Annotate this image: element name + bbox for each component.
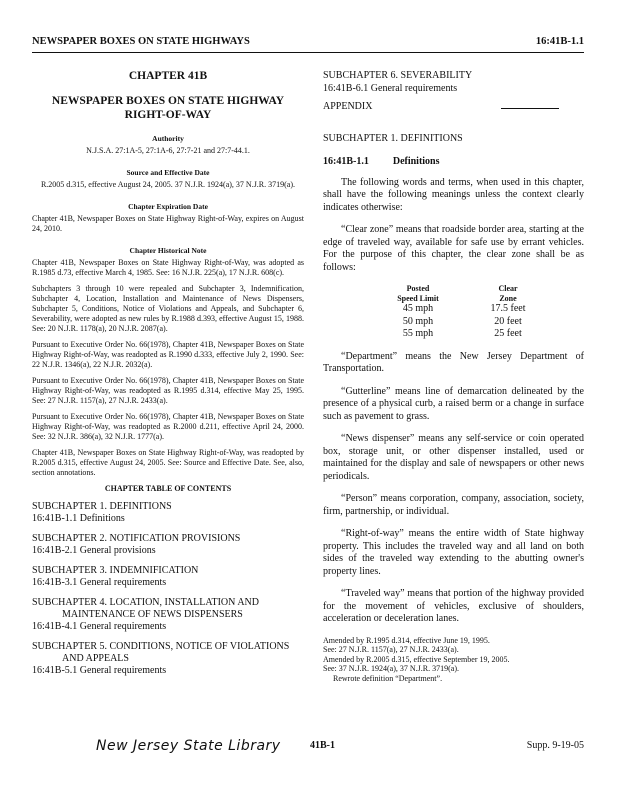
amendment-line: Amended by R.1995 d.314, effective June 19, 1995. <box>323 635 490 645</box>
definition-right-of-way: “Right-of-way” means the entire width of State highway property. This includes the traveled way and all land on both sides of the traveled way extending to the abutting owner's property lines. <box>323 528 584 577</box>
col-header: Speed Limit <box>397 293 439 303</box>
amendment-line: Amended by R.2005 d.315, effective September 19, 2005. <box>323 654 510 664</box>
historical-note: Pursuant to Executive Order No. 66(1978), Chapter 41B, Newspaper Boxes on State Highway Right-of-Way, was readopted as R.1990 d.333, effective July 2, 1990. See: 22 N.J.R. 1346(a), 22 N.J.R. 2032(a). <box>32 340 304 369</box>
toc-subchapter: SUBCHAPTER 2. NOTIFICATION PROVISIONS <box>32 533 241 544</box>
toc-subchapter-cont: AND APPEALS <box>62 653 129 664</box>
definition-gutterline: “Gutterline” means line of demarcation delineated by the presence of a physical curb, a raised berm or a change in surface such as pavement to grass. <box>323 385 584 422</box>
left-column <box>32 70 304 677</box>
table-cell: 20 feet <box>494 315 522 327</box>
toc-section: 16:41B-4.1 General requirements <box>32 621 167 632</box>
chapter-title: NEWSPAPER BOXES ON STATE HIGHWAY RIGHT-OF-WAY <box>51 95 285 121</box>
toc-subchapter: SUBCHAPTER 1. DEFINITIONS <box>32 501 172 512</box>
page-number: 41B-1 <box>310 740 335 751</box>
subchapter-heading: SUBCHAPTER 1. DEFINITIONS <box>323 132 463 144</box>
col-header: Posted <box>406 284 430 293</box>
toc-subchapter: SUBCHAPTER 6. SEVERABILITY <box>323 70 473 81</box>
definition-news-dispenser: “News dispenser” means any self-service or coin operated box, storage unit, or other dispenser installed, used or maintained for the display and sale of newspapers or other news periodicals. <box>323 433 584 482</box>
historical-heading: Chapter Historical Note <box>129 246 207 255</box>
toc-heading: CHAPTER TABLE OF CONTENTS <box>104 484 232 493</box>
source-text: R.2005 d.315, effective August 24, 2005. 37 N.J.R. 1924(a), 37 N.J.R. 3719(a). <box>40 180 296 189</box>
col-header: Clear <box>498 284 518 293</box>
amendment-notes <box>323 636 584 684</box>
historical-note: Subchapters 3 through 10 were repealed and Subchapter 3, Indemnification, Subchapter 4, Location, Installation and Maintenance of News Dispensers, Subchapter 5, Conditions, Notice of Violations and Appeals, and Subchapter 6, Severability, were adopted as new rules by R.1988 d.393, effective August 15, 1988. See: 20 N.J.R. 1178(a), 20 N.J.R. 2087(a). <box>32 284 304 333</box>
historical-note: Pursuant to Executive Order No. 66(1978), Chapter 41B, Newspaper Boxes on State Highway Right-of-Way, was readopted as R.2000 d.211, effective April 24, 2000. See: 32 N.J.R. 386(a), 32 N.J.R. 1777(a). <box>32 412 304 441</box>
divider <box>501 108 559 109</box>
amendment-line: See: 37 N.J.R. 1924(a), 37 N.J.R. 3719(a). <box>323 664 459 673</box>
table-cell: 55 mph <box>402 328 434 339</box>
section-heading <box>323 156 584 167</box>
toc-section: 16:41B-1.1 Definitions <box>32 513 125 524</box>
toc-section: 16:41B-2.1 General provisions <box>32 545 156 556</box>
table-of-contents <box>32 501 304 677</box>
table-row <box>373 316 584 329</box>
toc-subchapter: SUBCHAPTER 3. INDEMNIFICATION <box>32 565 199 576</box>
historical-note: Chapter 41B, Newspaper Boxes on State Highway Right-of-Way, was readopted by R.2005 d.315, effective August 24, 2005. See: Source and Effective Date. See, also, section annotations. <box>32 448 304 477</box>
section-title: Definitions <box>392 155 440 167</box>
page-footer <box>32 738 584 758</box>
toc-section: 16:41B-6.1 General requirements <box>323 82 458 94</box>
toc-section: 16:41B-5.1 General requirements <box>32 665 167 676</box>
table-cell: 50 mph <box>402 315 434 327</box>
authority-heading: Authority <box>152 134 184 143</box>
table-header <box>373 284 584 303</box>
expiration-heading: Chapter Expiration Date <box>128 202 208 211</box>
header-title: NEWSPAPER BOXES ON STATE HIGHWAYS <box>32 36 250 47</box>
amendment-line: Rewrote definition “Department”. <box>333 673 443 683</box>
toc-appendix: APPENDIX <box>323 101 373 112</box>
chapter-number: CHAPTER 41B <box>128 70 208 82</box>
col-header: Zone <box>499 293 517 303</box>
table-row <box>373 328 584 341</box>
definition-department: “Department” means the New Jersey Department of Transportation. <box>323 350 584 374</box>
source-heading: Source and Effective Date <box>126 168 210 177</box>
intro-paragraph: The following words and terms, when used in this chapter, shall have the following meanings unless the context clearly indicates otherwise: <box>323 176 584 213</box>
table-cell: 25 feet <box>494 328 522 339</box>
definition-person: “Person” means corporation, company, association, society, firm, partnership, or individual. <box>323 493 584 517</box>
authority-text: N.J.S.A. 27:1A-5, 27:1A-6, 27:7-21 and 27:7-44.1. <box>86 146 250 155</box>
table-cell: 17.5 feet <box>490 303 526 314</box>
amendment-line: See: 27 N.J.R. 1157(a), 27 N.J.R. 2433(a). <box>323 645 459 654</box>
table-cell: 45 mph <box>402 303 434 314</box>
library-stamp: New Jersey State Library <box>96 738 281 754</box>
section-number: 16:41B-1.1 <box>323 155 369 167</box>
toc-subchapter: SUBCHAPTER 5. CONDITIONS, NOTICE OF VIOLATIONS <box>32 641 290 652</box>
supplement-date: Supp. 9-19-05 <box>526 740 584 751</box>
clear-zone-table <box>373 284 584 341</box>
historical-note: Pursuant to Executive Order No. 66(1978), Chapter 41B, Newspaper Boxes on State Highway Right-of-Way, was readopted as R.1995 d.314, effective May 25, 1995. See: 27 N.J.R. 1157(a), 27 N.J.R. 2433(a). <box>32 376 304 405</box>
toc-subchapter-cont: MAINTENANCE OF NEWS DISPENSERS <box>62 609 243 620</box>
definition-clear-zone: “Clear zone” means that roadside border area, starting at the edge of traveled way, available for safe use by errant vehicles. For the purpose of this chapter, the clear zone shall be as follows: <box>323 224 584 273</box>
historical-note: Chapter 41B, Newspaper Boxes on State Highway Right-of-Way, was adopted as R.1985 d.73, effective March 4, 1985. See: 16 N.J.R. 225(a), 17 N.J.R. 608(c). <box>32 258 304 277</box>
running-header <box>32 34 584 53</box>
header-section: 16:41B-1.1 <box>535 36 584 47</box>
toc-subchapter: SUBCHAPTER 4. LOCATION, INSTALLATION AND <box>32 597 259 608</box>
right-column <box>323 70 584 683</box>
definition-traveled-way: “Traveled way” means that portion of the highway provided for the movement of vehicles, exclusive of shoulders, acceleration or deceleration lanes. <box>323 588 584 624</box>
expiration-text: Chapter 41B, Newspaper Boxes on State Highway Right-of-Way, expires on August 24, 2010. <box>32 214 304 233</box>
table-row <box>373 303 584 316</box>
toc-section: 16:41B-3.1 General requirements <box>32 577 167 588</box>
